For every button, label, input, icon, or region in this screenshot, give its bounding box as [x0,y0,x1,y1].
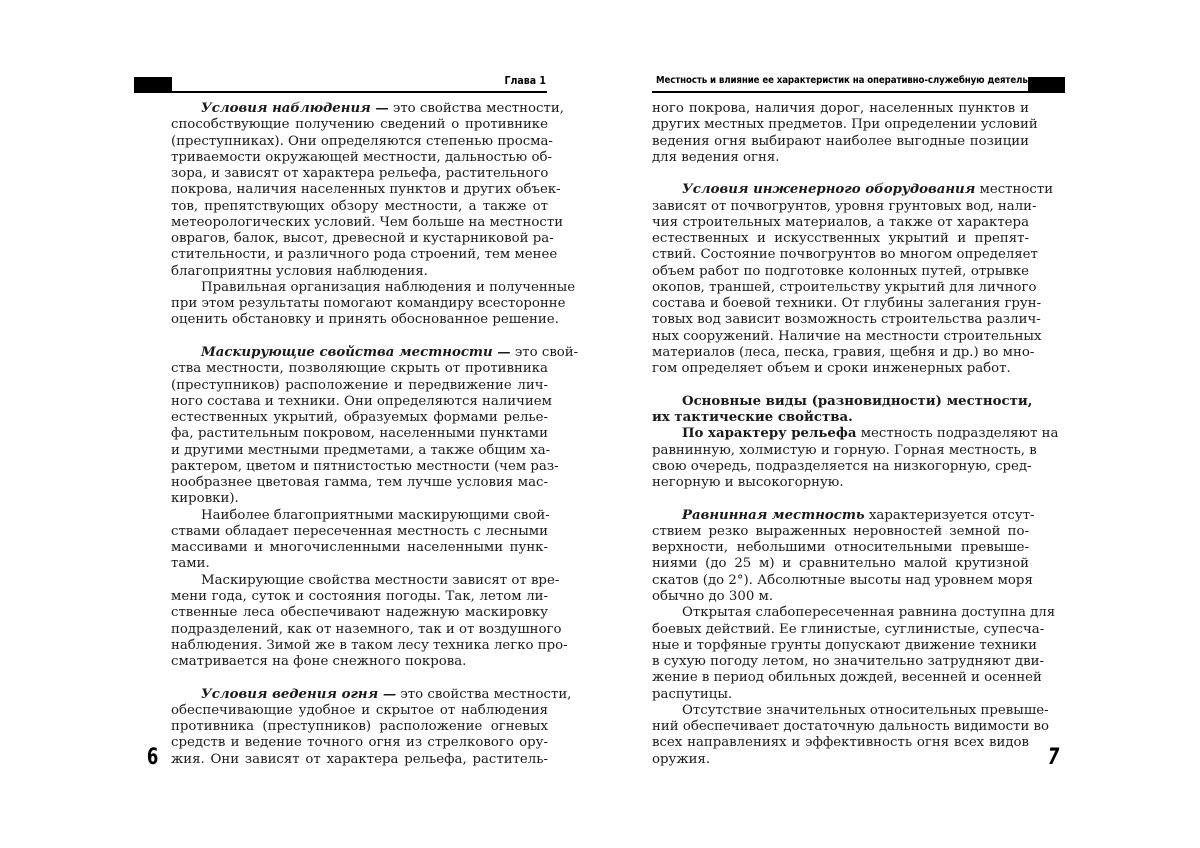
text-line: Равнинная местность характеризуется отсут- [682,507,1035,523]
header-bar [134,77,172,91]
text-line: гом определяет объем и сроки инженерных работ. [652,361,1011,377]
text-line: скатов (до 2°). Абсолютные высоты над уровнем моря [652,572,1033,588]
text-line: Маскирующие свойства местности — это свой- [201,344,579,360]
left-text-block [171,101,579,768]
text-line: распутицы. [652,686,733,702]
page-number: 7 [1047,745,1060,770]
text-line: способствующие получению сведений о противнике [171,117,548,133]
text-line: зора, и зависят от характера рельефа, растительного [171,166,549,182]
text-line: естественных и искусственных укрытий и препят- [652,231,1029,247]
text-line: ведения огня выбирают наиболее выгодные позиции [652,133,1029,149]
text-line: ниями (до 25 м) и сравнительно малой крутизной [652,556,1029,572]
header-rule [652,91,1065,93]
text-line: ствием резко выраженных неровностей земной по- [652,523,1029,539]
text-line: ных сооружений. Наличие на местности строительных [652,328,1042,344]
text-line: других местных предметов. При определении условий [652,117,1038,133]
text-line: жение в период обильных дождей, весенней и осенней [652,670,1042,686]
text-line: и другими местными предметами, а также общим ха- [171,442,551,458]
running-head-section: Местность и влияние ее характеристик на оперативно-служебную деятельность [656,75,1055,86]
text-line: подразделений, как от наземного, так и от воздушного [171,621,562,637]
text-line: жия. Они зависят от характера рельефа, раститель- [171,751,548,767]
text-line: метеорологических условий. Чем больше на местности [171,214,564,230]
term-engineering-conditions: Условия инженерного оборудования [682,182,976,198]
text-line: По характеру рельефа местность подразделяют на [682,426,1059,442]
text-line: ного покрова, наличия дорог, населенных пунктов и [652,101,1029,116]
text-line: противника (преступников) расположение огневых [171,719,548,735]
text-line: ственные леса обеспечивают надежную маскировку [171,605,548,621]
text-line: Условия наблюдения — это свойства местности, [201,101,564,116]
text-line: обеспечивающие удобное и скрытое от наблюдения [171,702,548,718]
text-line: зависят от почвогрунтов, уровня грунтовых вод, нали- [652,198,1037,214]
text-line: окопов, траншей, строительству укрытий для личного [652,279,1037,295]
text-line: естественных укрытий, образуемых формами релье- [171,410,548,426]
text-line: Условия ведения огня — это свойства местности, [201,686,572,702]
text-line: ного состава и техники. Они определяются наличием [171,393,553,409]
page-number: 6 [146,745,159,770]
text-line: чия строительных материалов, а также от характера [652,214,1029,230]
text-line: ства местности, позволяющие скрыть от противника [171,361,548,377]
text-line: покрова, наличия населенных пунктов и других объек- [171,182,561,198]
text-line: массивами и многочисленными населенными пунк- [171,540,548,556]
section-heading: Основные виды (разновидности) местности, [682,393,1033,409]
text-line: для ведения огня. [652,149,780,165]
text-line: (преступниках). Они определяются степенью просма- [171,133,553,149]
text-line: оружия. [652,751,711,767]
text-line: Открытая слабопересеченная равнина доступна для [682,605,1056,621]
text-line: (преступников) расположение и передвижение лич- [171,377,548,393]
text-line: тами. [171,556,210,572]
term-masking-properties: Маскирующие свойства местности — [201,344,511,360]
text-line: оврагов, балок, высот, древесной и кустарниковой ра- [171,231,554,247]
text-line: Отсутствие значительных относительных превыше- [682,702,1049,718]
term-flat-terrain: Равнинная местность [682,507,865,523]
text-line: ствами обладает пересеченная местность с лесными [171,523,548,539]
text-line: ные и торфяные грунты допускают движение техники [652,637,1037,653]
term-observation-conditions: Условия наблюдения — [201,101,389,116]
text-line: негорную и высокогорную. [652,475,844,491]
text-line: Условия инженерного оборудования местности [682,182,1054,198]
text-line: Наиболее благоприятными маскирующими свой- [201,507,550,523]
running-head-chapter: Глава 1 [504,75,546,87]
text-line: стительности, и различного рода строений, тем менее [171,247,558,263]
text-line: объем работ по подготовке колонных путей, отрывке [652,263,1029,279]
text-line: нообразнее цветовая гамма, тем лучше условия мас- [171,475,548,491]
text-line: ствий. Состояние почвогрунтов во многом определяет [652,247,1038,263]
header-rule [134,91,547,93]
text-line: благоприятны условия наблюдения. [171,263,428,279]
text-line: состава и боевой техники. От глубины залегания грун- [652,296,1042,312]
text-line: мени года, суток и состояния погоды. Так, летом ли- [171,588,548,604]
text-line: рактером, цветом и пятнистостью местности (чем раз- [171,458,559,474]
right-text-block [652,101,1059,768]
text-line: товых вод зависит возможность строительства различ- [652,312,1041,328]
text-line: равнинную, холмистую и горную. Горная местность, в [652,442,1037,458]
text-line: тов, препятствующих обзору местности, а также от [171,198,548,214]
lead-relief: По характеру рельефа [682,426,857,442]
text-line: сматривается на фоне снежного покрова. [171,654,467,670]
text-line: в сухую погоду летом, но значительно затрудняют дви- [652,654,1044,670]
text-line: триваемости окружающей местности, дальностью об- [171,149,552,165]
section-heading: их тактические свойства. [652,410,853,426]
text-line: материалов (леса, песка, гравия, щебня и др.) во мно- [652,344,1035,360]
text-line: ний обеспечивает достаточную дальность видимости во [652,719,1050,735]
text-line: при этом результаты помогают командиру всесторонне [171,296,566,312]
text-line: оценить обстановку и принять обоснованное решение. [171,312,559,328]
text-line: средств и ведение точного огня из стрелкового ору- [171,735,548,751]
text-line: обычно до 300 м. [652,588,774,604]
text-line: верхности, небольшими относительными превыше- [652,540,1029,556]
term-fire-conditions: Условия ведения огня — [201,686,397,702]
text-line: фа, растительным покровом, населенными пунктами [171,426,548,442]
text-line: Правильная организация наблюдения и полученные [201,279,576,295]
text-line: наблюдения. Зимой же в таком лесу техника легко про- [171,637,568,653]
text-line: Маскирующие свойства местности зависят от вре- [201,572,560,588]
text-line: свою очередь, подразделяется на низкогорную, сред- [652,458,1032,474]
text-line: всех направлениях и эффективность огня всех видов [652,735,1029,751]
text-line: кировки). [171,491,239,507]
right-page [600,0,1200,848]
text-line: боевых действий. Ее глинистые, суглинистые, супесча- [652,621,1045,637]
